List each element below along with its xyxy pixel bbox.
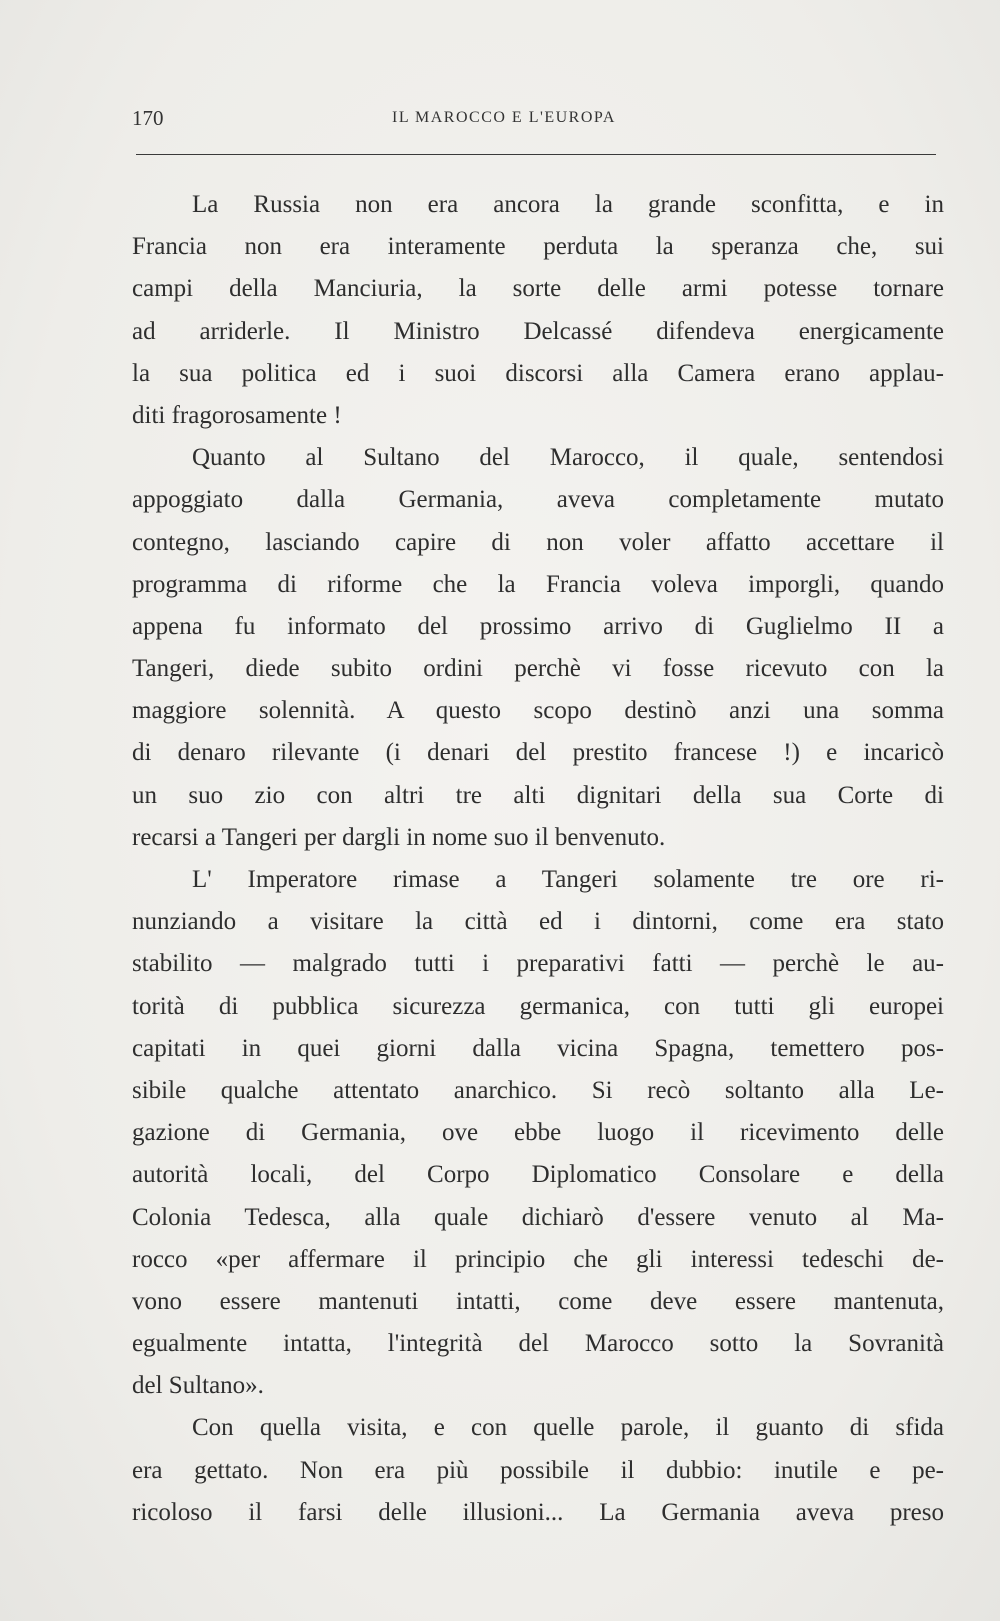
text-line: ricoloso il farsi delle illusioni... La Germania aveva preso bbox=[132, 1498, 944, 1526]
running-title: IL MAROCCO E L'EUROPA bbox=[392, 109, 616, 126]
body-text bbox=[132, 184, 944, 1534]
text-line: Con quella visita, e con quelle parole, il guanto di sfida bbox=[192, 1414, 944, 1442]
text-line: rocco «per affermare il principio che gli interessi tedeschi de- bbox=[132, 1245, 944, 1273]
text-line: ad arriderle. Il Ministro Delcassé difendeva energicamente bbox=[132, 317, 944, 345]
text-line: autorità locali, del Corpo Diplomatico Consolare e della bbox=[132, 1161, 944, 1189]
text-line: di denaro rilevante (i denari del prestito francese !) e incaricò bbox=[132, 739, 944, 767]
text-line: Colonia Tedesca, alla quale dichiarò d'essere venuto al Ma- bbox=[132, 1203, 944, 1231]
text-line: diti fragorosamente ! bbox=[132, 401, 342, 429]
running-head bbox=[132, 106, 932, 136]
text-line: del Sultano». bbox=[132, 1372, 264, 1400]
text-line: vono essere mantenuti intatti, come deve essere mantenuta, bbox=[132, 1287, 944, 1315]
text-line: egualmente intatta, l'integrità del Marocco sotto la Sovranità bbox=[132, 1330, 944, 1358]
text-line: nunziando a visitare la città ed i dintorni, come era stato bbox=[132, 908, 944, 936]
text-line: torità di pubblica sicurezza germanica, con tutti gli europei bbox=[132, 992, 944, 1020]
text-line: gazione di Germania, ove ebbe luogo il ricevimento delle bbox=[132, 1119, 944, 1147]
text-line: appena fu informato del prossimo arrivo di Guglielmo II a bbox=[132, 612, 944, 640]
page-number: 170 bbox=[132, 106, 164, 130]
text-line: maggiore solennità. A questo scopo destinò anzi una somma bbox=[132, 697, 944, 725]
text-line: Quanto al Sultano del Marocco, il quale, sentendosi bbox=[192, 444, 944, 472]
text-line: campi della Manciuria, la sorte delle armi potesse tornare bbox=[132, 275, 944, 303]
text-line: Tangeri, diede subito ordini perchè vi fosse ricevuto con la bbox=[132, 655, 944, 683]
text-line: era gettato. Non era più possibile il dubbio: inutile e pe- bbox=[132, 1456, 944, 1484]
text-line: appoggiato dalla Germania, aveva completamente mutato bbox=[132, 486, 944, 514]
text-line: contegno, lasciando capire di non voler affatto accettare il bbox=[132, 528, 944, 556]
text-line: capitati in quei giorni dalla vicina Spagna, temettero pos- bbox=[132, 1034, 944, 1062]
text-line: Francia non era interamente perduta la speranza che, sui bbox=[132, 233, 944, 261]
text-line: L' Imperatore rimase a Tangeri solamente tre ore ri- bbox=[192, 866, 944, 893]
header-rule bbox=[136, 154, 936, 155]
text-line: stabilito — malgrado tutti i preparativi fatti — perchè le au- bbox=[132, 950, 944, 978]
text-line: programma di riforme che la Francia voleva imporgli, quando bbox=[132, 570, 944, 598]
text-line: sibile qualche attentato anarchico. Si recò soltanto alla Le- bbox=[132, 1076, 944, 1104]
text-line: un suo zio con altri tre alti dignitari della sua Corte di bbox=[132, 781, 944, 809]
text-line: La Russia non era ancora la grande sconfitta, e in bbox=[192, 191, 944, 218]
text-line: la sua politica ed i suoi discorsi alla Camera erano applau- bbox=[132, 359, 944, 387]
text-line: recarsi a Tangeri per dargli in nome suo il benvenuto. bbox=[132, 823, 666, 851]
